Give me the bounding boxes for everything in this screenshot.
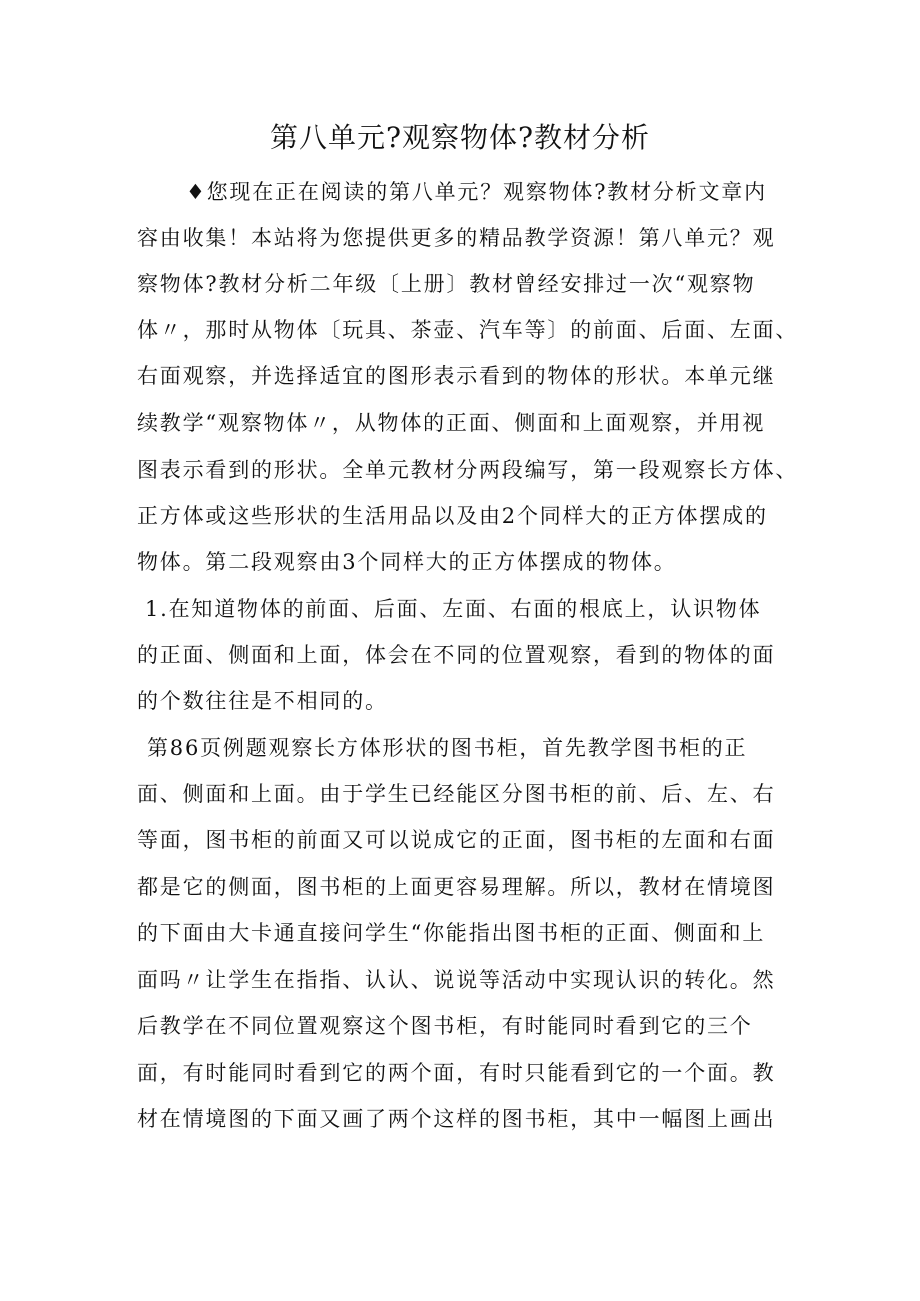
paragraph-line: 的个数往往是不相同的。 bbox=[137, 689, 388, 713]
paragraph-line: 容由收集！本站将为您提供更多的精品教学资源！第八单元？观 bbox=[137, 226, 776, 250]
paragraph-line: 面、侧面和上面。由于学生已经能区分图书柜的前、后、左、右 bbox=[137, 782, 776, 806]
paragraph-line: 物体。第二段观察由3个同样大的正方体摆成的物体。 bbox=[137, 550, 677, 574]
paragraph-line: 右面观察，并选择适宜的图形表示看到的物体的形状。本单元继 bbox=[137, 364, 776, 388]
paragraph-line: 正方体或这些形状的生活用品以及由2个同样大的正方体摆成的 bbox=[137, 504, 768, 528]
paragraph-line: 第86页例题观察长方体形状的图书柜，首先教学图书柜的正 bbox=[147, 736, 748, 760]
document-title: 第八单元?观察物体?教材分析 bbox=[269, 121, 651, 154]
paragraph-line: 体〃，那时从物体〔玩具、茶壶、汽车等〕的前面、后面、左面、 bbox=[137, 318, 799, 342]
paragraph-line: 后教学在不同位置观察这个图书柜，有时能同时看到它的三个 bbox=[137, 1014, 753, 1038]
paragraph-line: 的下面由大卡通直接问学生“你能指出图书柜的正面、侧面和上 bbox=[137, 921, 766, 945]
paragraph-line: 续教学“观察物体〃，从物体的正面、侧面和上面观察，并用视 bbox=[137, 411, 766, 435]
paragraph-line: 材在情境图的下面又画了两个这样的图书柜，其中一幅图上画出 bbox=[137, 1107, 776, 1131]
paragraph-line: 等面，图书柜的前面又可以说成它的正面，图书柜的左面和右面 bbox=[137, 828, 776, 852]
paragraph-line: 察物体?教材分析二年级〔上册〕教材曾经安排过一次“观察物 bbox=[137, 272, 756, 296]
paragraph-line: 都是它的侧面，图书柜的上面更容易理解。所以，教材在情境图 bbox=[137, 875, 776, 899]
paragraph-line: 面吗〃让学生在指指、认认、说说等活动中实现认识的转化。然 bbox=[137, 968, 776, 992]
paragraph-line: 图表示看到的形状。全单元教材分两段编写，第一段观察长方体、 bbox=[137, 458, 799, 482]
paragraph-line: ♦您现在正在阅读的第八单元？观察物体?教材分析文章内 bbox=[186, 180, 767, 204]
paragraph-line: 1.在知道物体的前面、后面、左面、右面的根底上，认识物体 bbox=[145, 597, 762, 621]
paragraph-line: 面，有时能同时看到它的两个面，有时只能看到它的一个面。教 bbox=[137, 1061, 776, 1085]
paragraph-line: 的正面、侧面和上面，体会在不同的位置观察，看到的物体的面 bbox=[137, 643, 776, 667]
